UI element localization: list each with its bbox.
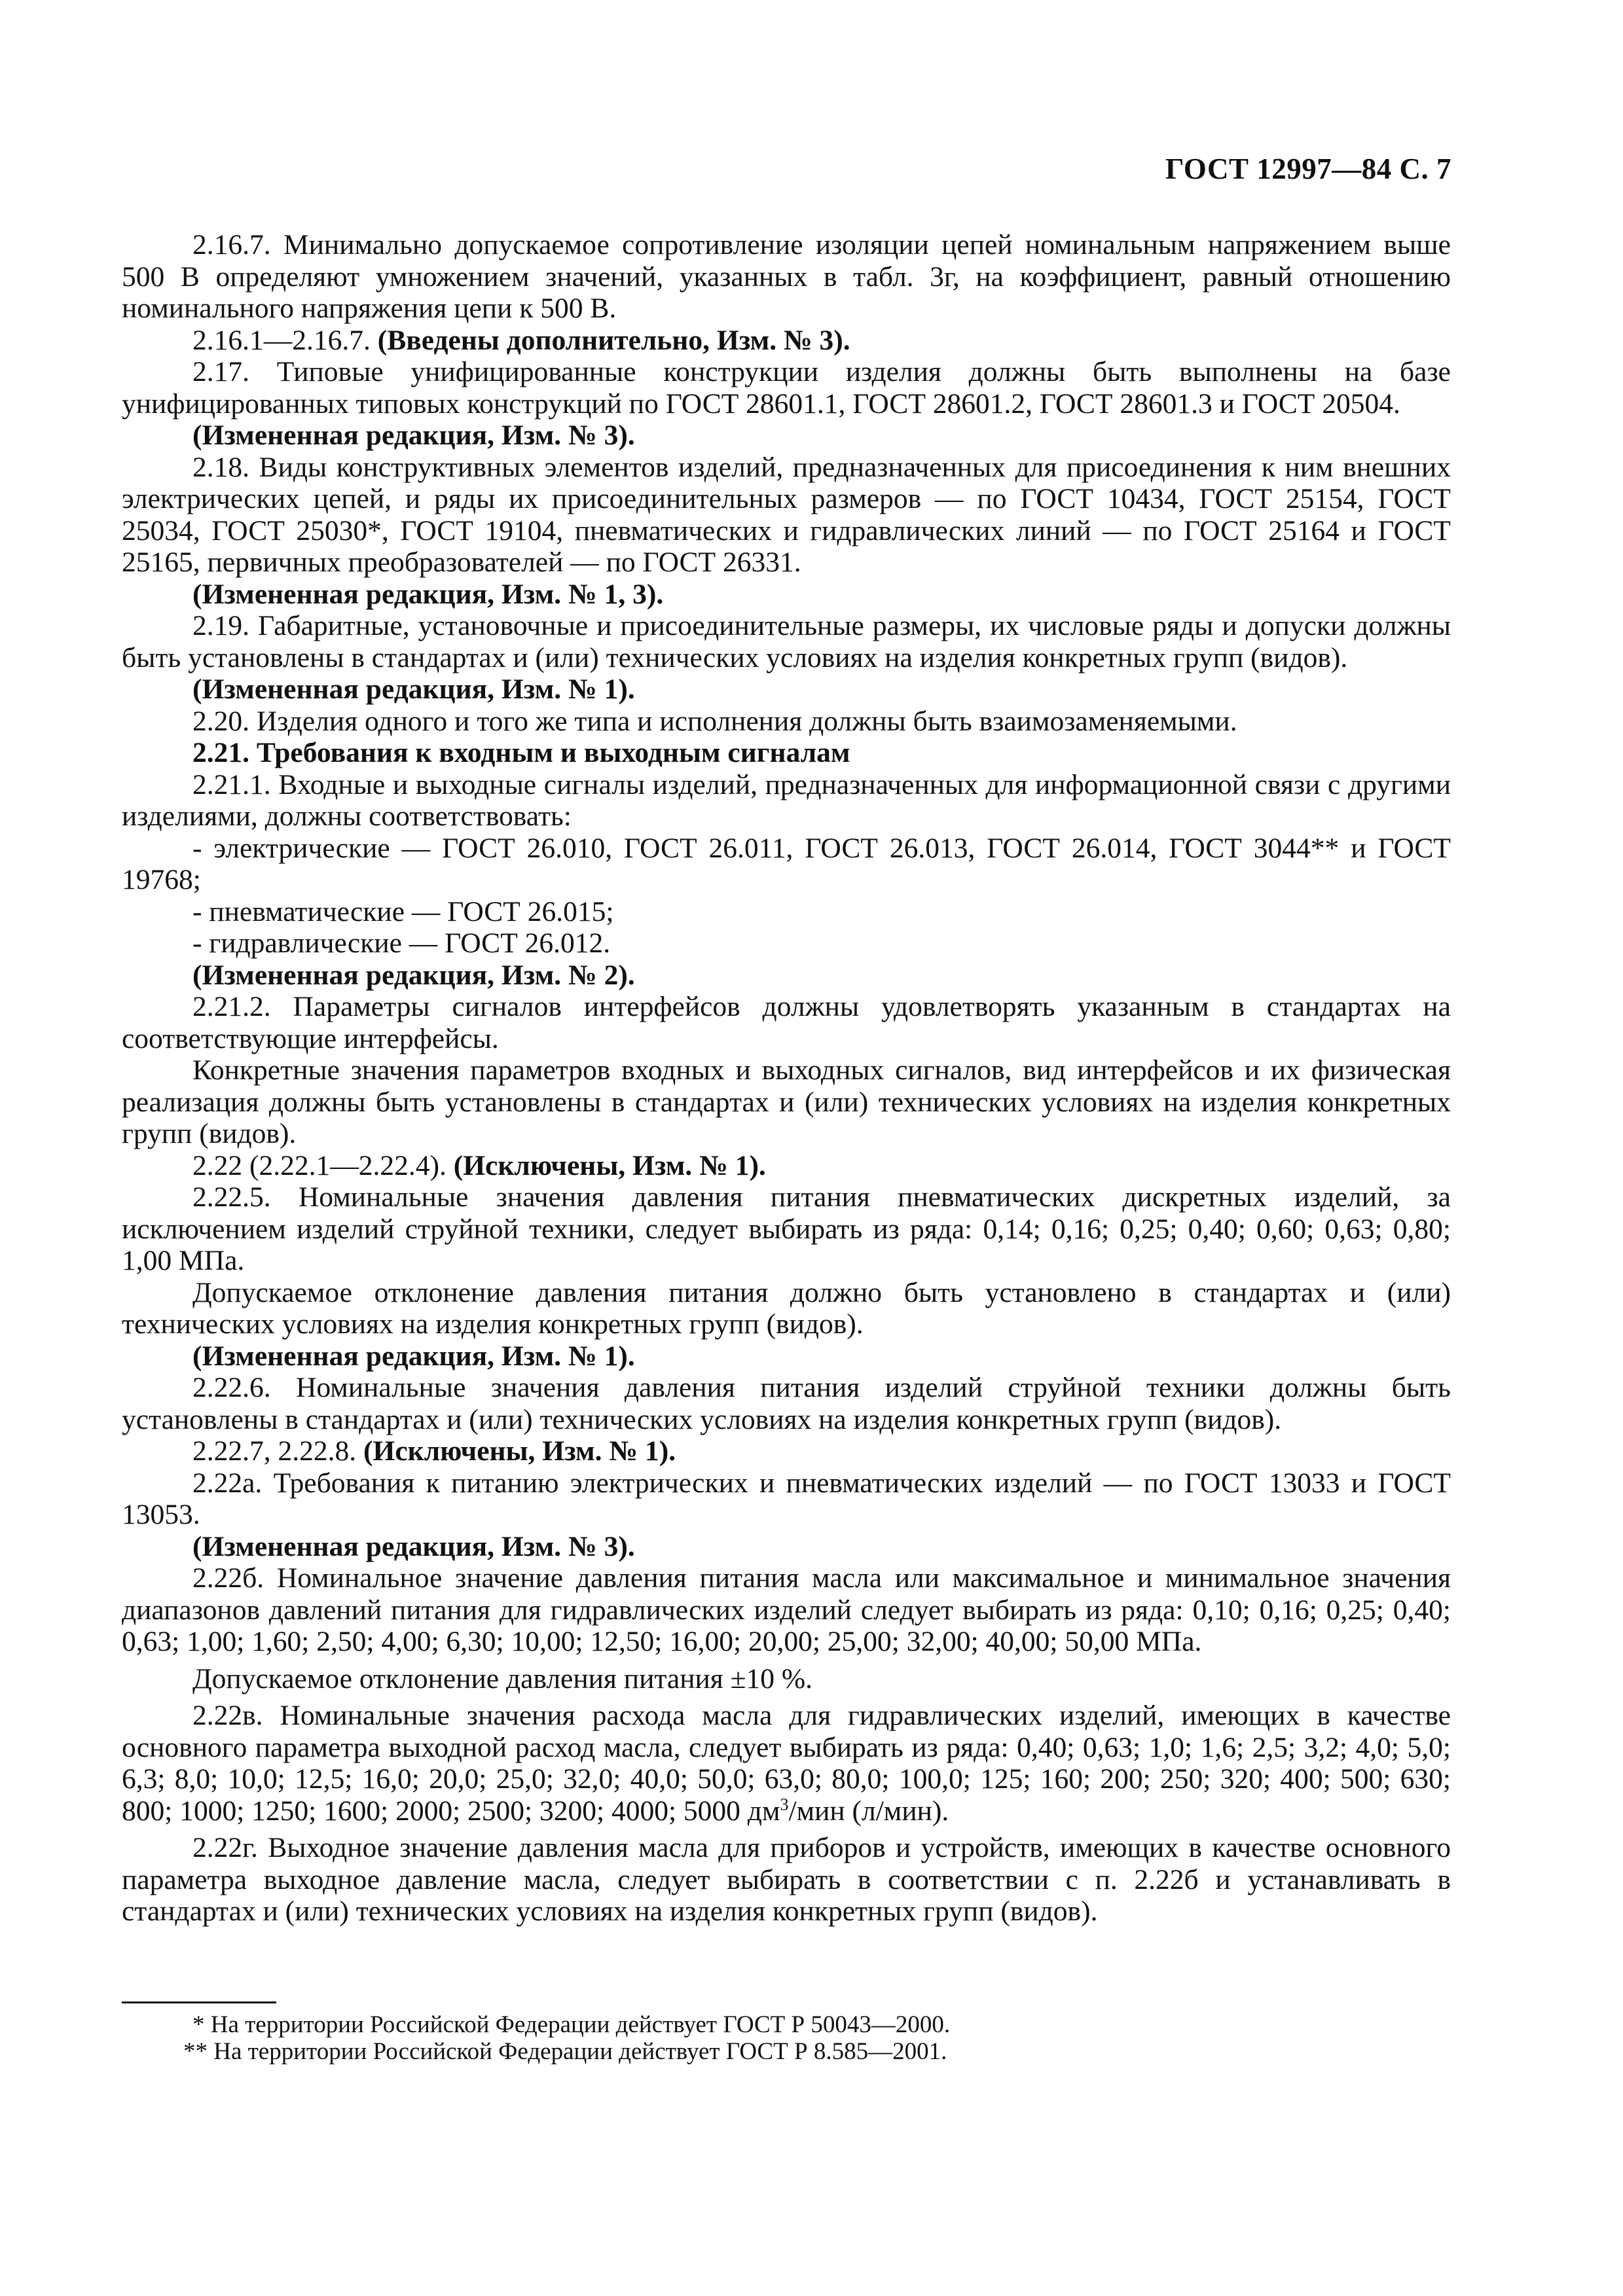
paragraph: Допускаемое отклонение давления питания должно быть установлено в стандартах и (или) технических условиях на изделия конкретных групп (видов). xyxy=(122,1276,1451,1340)
amendment-note: (Измененная редакция, Изм. № 1). xyxy=(192,673,635,705)
footnote: * На территории Российской Федерации действует ГОСТ Р 50043—2000. xyxy=(192,2011,951,2038)
paragraph: 2.20. Изделия одного и того же типа и исполнения должны быть взаимозаменяемыми. xyxy=(192,705,1237,737)
paragraph: 2.22.7, 2.22.8. (Исключены, Изм. № 1). xyxy=(192,1435,676,1467)
document-body xyxy=(122,229,1451,1928)
amendment-note: (Измененная редакция, Изм. № 3). xyxy=(192,1530,635,1562)
paragraph: Допускаемое отклонение давления питания ±10 %. xyxy=(192,1662,813,1695)
list-item: - электрические — ГОСТ 26.010, ГОСТ 26.011, ГОСТ 26.013, ГОСТ 26.014, ГОСТ 3044** и ГОСТ 19768; xyxy=(122,832,1451,895)
paragraph: 2.21.2. Параметры сигналов интерфейсов должны удовлетворять указанным в стандартах на соответствующие интерфейсы. xyxy=(122,991,1451,1054)
paragraph: 2.22б. Номинальное значение давления питания масла или максимальное и минимальное значения диапазонов давлений питания для гидравлических изделий следует выбирать из ряда: 0,10; 0,16; 0,25; 0,40; 0,63; 1,00; 1,60; 2,50; 4,00; 6,30; 10,00; 12,50; 16,00; 20,00; 25,00; 32,00; 40,00; 50,00 МПа. xyxy=(122,1562,1451,1657)
paragraph: 2.22г. Выходное значение давления масла для приборов и устройств, имеющих в качестве основного параметра выходное давление масла, следует выбирать в соответствии с п. 2.22б и устанавливать в стандартах и (или) технических условиях на изделия конкретных групп (видов). xyxy=(122,1832,1451,1927)
paragraph: 2.18. Виды конструктивных элементов изделий, предназначенных для присоединения к ним внешних электрических цепей, и ряды их присоединительных размеров — по ГОСТ 10434, ГОСТ 25154, ГОСТ 25034, ГОСТ 25030*, ГОСТ 19104, пневматических и гидравлических линий — по ГОСТ 25164 и ГОСТ 25165, первичных преобразователей — по ГОСТ 26331. xyxy=(122,451,1451,578)
section-heading: 2.21. Требования к входным и выходным сигналам xyxy=(192,737,850,768)
paragraph: Конкретные значения параметров входных и выходных сигналов, вид интерфейсов и их физическая реализация должны быть установлены в стандартах и (или) технических условиях на изделия конкретных групп (видов). xyxy=(122,1054,1451,1149)
paragraph: 2.22.5. Номинальные значения давления питания пневматических дискретных изделий, за исключением изделий струйной техники, следует выбирать из ряда: 0,14; 0,16; 0,25; 0,40; 0,60; 0,63; 0,80; 1,00 МПа. xyxy=(122,1181,1451,1276)
paragraph: 2.21.1. Входные и выходные сигналы изделий, предназначенных для информационной связи с другими изделиями, должны соответствовать: xyxy=(122,768,1451,832)
list-item: - пневматические — ГОСТ 26.015; xyxy=(192,895,614,927)
footnote-rule xyxy=(122,2001,276,2003)
paragraph: 2.17. Типовые унифицированные конструкции изделия должны быть выполнены на базе унифицированных типовых конструкций по ГОСТ 28601.1, ГОСТ 28601.2, ГОСТ 28601.3 и ГОСТ 20504. xyxy=(122,356,1451,420)
paragraph: 2.22в. Номинальные значения расхода масла для гидравлических изделий, имеющих в качестве основного параметра выходной расход масла, следует выбирать из ряда: 0,40; 0,63; 1,0; 1,6; 2,5; 3,2; 4,0; 5,0; 6,3; 8,0; 10,0; 12,5; 16,0; 20,0; 25,0; 32,0; 40,0; 50,0; 63,0; 80,0; 100,0; 125; 160; 200; 250; 320; 400; 500; 630; 800; 1000; 1250; 1600; 2000; 2500; 3200; 4000; 5000 $дм^3$/мин (л/мин). xyxy=(122,1700,1451,1827)
amendment-note: (Измененная редакция, Изм. № 1). xyxy=(192,1340,635,1372)
page-header: ГОСТ 12997—84 С. 7 xyxy=(1165,152,1451,185)
paragraph: 2.22 (2.22.1—2.22.4). (Исключены, Изм. № 1). xyxy=(192,1149,766,1181)
amendment-note: (Измененная редакция, Изм. № 3). xyxy=(192,420,635,451)
paragraph: 2.22.6. Номинальные значения давления питания изделий струйной техники должны быть установлены в стандартах и (или) технических условиях на изделия конкретных групп (видов). xyxy=(122,1372,1451,1435)
paragraph: 2.22а. Требования к питанию электрических и пневматических изделий — по ГОСТ 13033 и ГОСТ 13053. xyxy=(122,1467,1451,1530)
footnotes xyxy=(122,2001,1451,2065)
paragraph: 2.19. Габаритные, установочные и присоединительные размеры, их числовые ряды и допуски должны быть установлены в стандартах и (или) технических условиях на изделия конкретных групп (видов). xyxy=(122,610,1451,673)
footnote: ** На территории Российской Федерации действует ГОСТ Р 8.585—2001. xyxy=(183,2038,947,2065)
list-item: - гидравлические — ГОСТ 26.012. xyxy=(192,927,611,959)
paragraph: 2.16.7. Минимально допускаемое сопротивление изоляции цепей номинальным напряжением выше 500 В определяют умножением значений, указанных в табл. 3г, на коэффициент, равный отношению номинального напряжения цепи к 500 В. xyxy=(122,229,1451,324)
amendment-note: (Измененная редакция, Изм. № 1, 3). xyxy=(192,578,664,610)
paragraph: 2.16.1—2.16.7. (Введены дополнительно, Изм. № 3). xyxy=(192,324,850,356)
amendment-note: (Измененная редакция, Изм. № 2). xyxy=(192,959,635,991)
